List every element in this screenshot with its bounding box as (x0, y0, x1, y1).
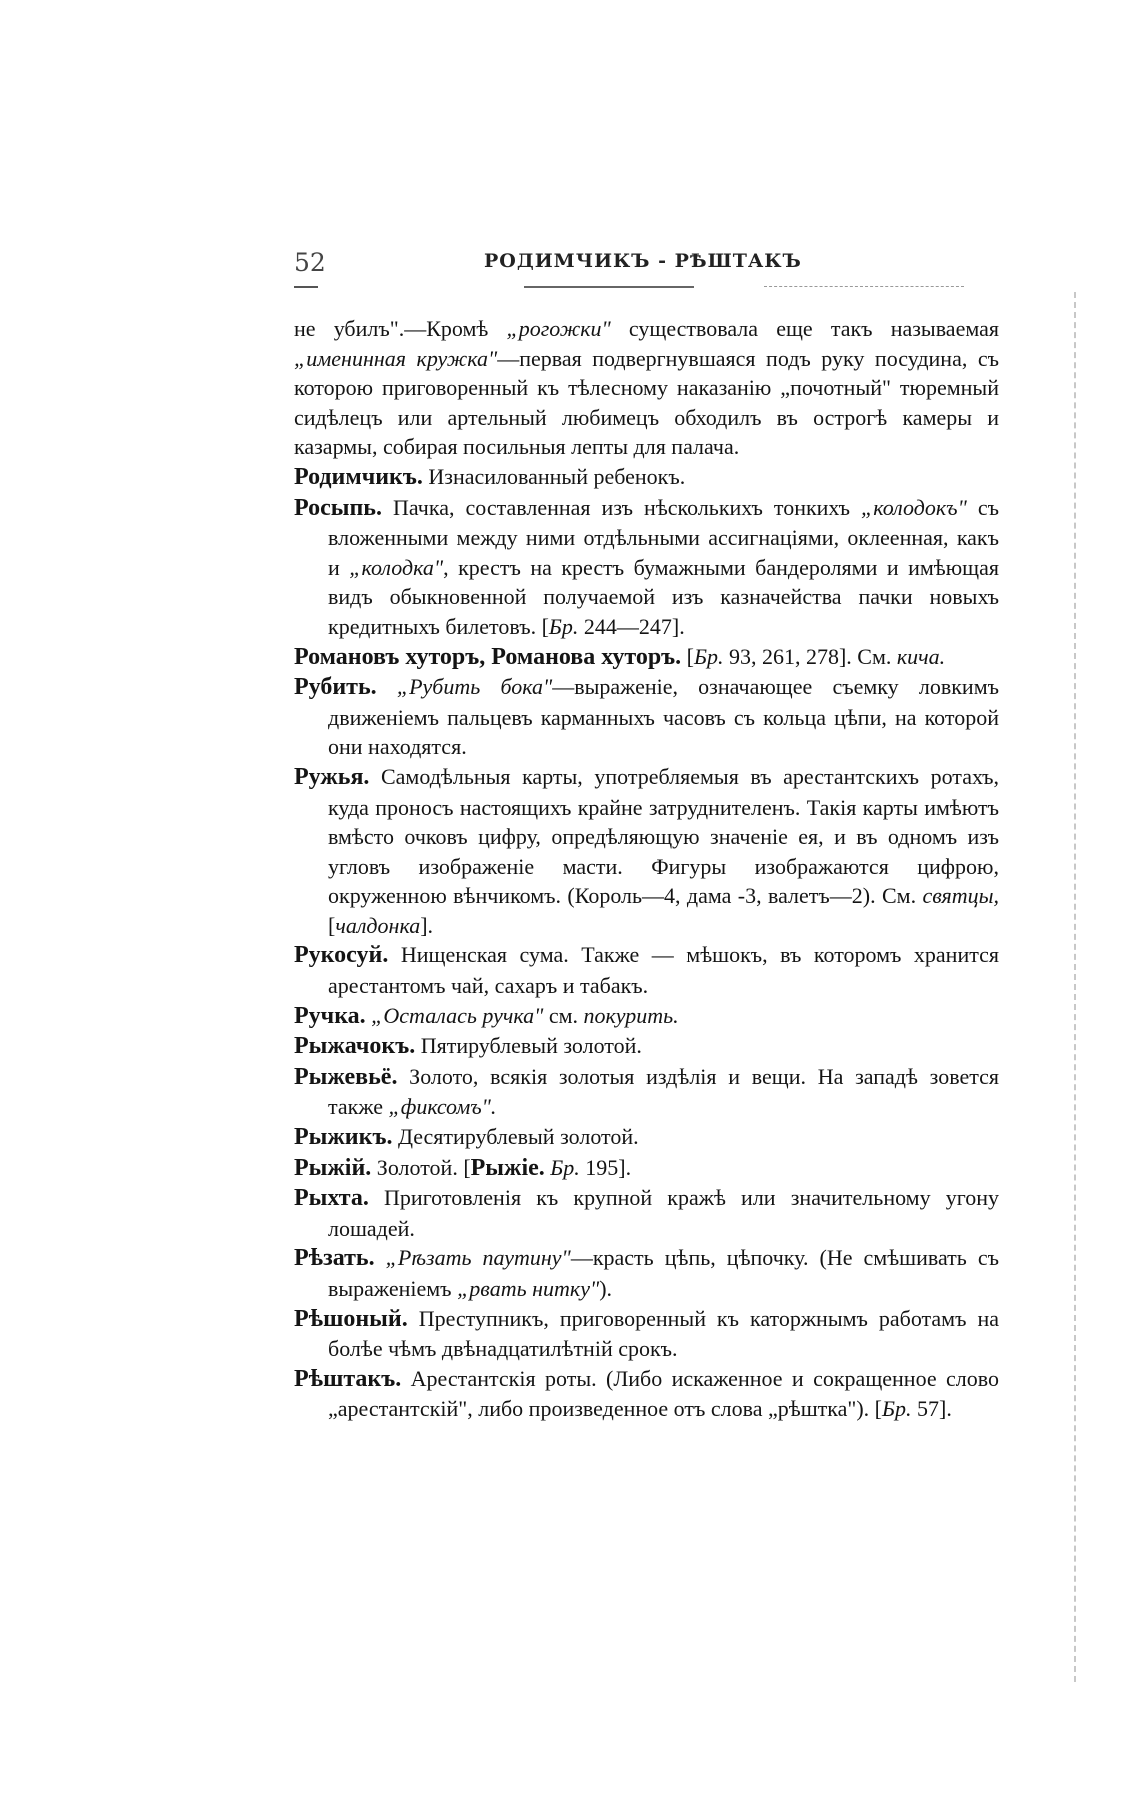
entry-ruchka: Ручка. „Осталась ручка" см. покурить. (294, 1002, 679, 1029)
entry-reshony: Рѣшоный. Преступникъ, приговоренный къ каторжнымъ работамъ на болѣе чѣмъ двѣнадцатилѣтній срокъ. (294, 1305, 999, 1362)
headword: Рыжевьё. (294, 1063, 398, 1090)
header-rule (294, 286, 318, 288)
headword: Рѣзать. (294, 1245, 375, 1272)
entry-rykhta: Рыхта. Приготовленія къ крупной кражѣ или значительному угону лошадей. (294, 1185, 999, 1241)
headword: Рѣшоный. (294, 1305, 408, 1332)
running-head: РОДИМЧИКЪ - РѢШТАКЪ (484, 250, 802, 272)
headword: Рукосуй. (294, 942, 389, 969)
header-rule (764, 286, 964, 287)
scan-edge-line (1074, 292, 1076, 1682)
entry-rukosuy: Рукосуй. Нищенская сума. Также — мѣшокъ, въ которомъ хранится арестантомъ чай, сахаръ и табакъ. (294, 942, 999, 999)
headword: Рѣштакъ. (294, 1365, 402, 1392)
headword: Рыжачокъ. (294, 1033, 416, 1060)
dictionary-text (294, 314, 999, 1424)
headword: Рубить. (294, 674, 377, 701)
headword: Росыпь. (294, 494, 382, 521)
entry-reshtak: Рѣштакъ. Арестантскія роты. (Либо искаженное и сокращенное слово „арестантскій", либо произведенное отъ слова „рѣштка"). [Бр. 57]. (294, 1365, 999, 1422)
entry-rubit: Рубить. „Рубить бока"—выраженіе, означающее съемку ловкимъ движеніемъ пальцевъ карманныхъ часовъ съ кольца цѣпи, на которой они находятся. (294, 674, 999, 760)
entry-ryzhevyo: Рыжевьё. Золото, всякія золотыя издѣлія и вещи. На западѣ зовется также „фиксомъ". (294, 1063, 999, 1120)
entry-rezat: Рѣзать. „Рѣзать паутину"—красть цѣпь, цѣпочку. (Не смѣшивать съ выраженіемъ „рвать нитку"). (294, 1245, 1000, 1301)
headword: Ручка. (294, 1002, 366, 1029)
entry-rodimchik: Родимчикъ. Изнасилованный ребенокъ. (294, 463, 686, 490)
entry-ryzhik: Рыжикъ. Десятирублевый золотой. (294, 1124, 639, 1151)
headword: Рыжикъ. (294, 1124, 393, 1151)
page-number: 52 (294, 248, 326, 277)
headword: Рыжій. (294, 1154, 372, 1181)
headword: Романовъ хуторъ, Романова хуторъ. (294, 643, 682, 670)
entry-romanov: Романовъ хуторъ, Романова хуторъ. [Бр. 93, 261, 278]. См. кича. (294, 643, 946, 670)
entry-ruzhya: Ружья. Самодѣльныя карты, употребляемыя въ арестантскихъ ротахъ, куда проносъ настоящихъ крайне затруднителенъ. Такія карты имѣютъ вмѣсто очковъ цифру, опредѣляющую значеніе ея, и въ одномъ изъ угловъ изображеніе масти. Фигуры изображаются цифрою, окруженною вѣнчикомъ. (Король—4, дама -3, валетъ—2). См. святцы, [чалдонка]. (294, 763, 999, 938)
continuation-paragraph: не убилъ".—Кромѣ „рогожки" существовала еще такъ называемая „именинная кружка"—первая подвергнувшаяся подъ руку посудина, съ которою приговоренный къ тѣлесному наказанію „почотный" тюремный сидѣлецъ или артельный любимецъ обходилъ въ острогѣ камеры и казармы, собирая посильныя лепты для палача. (294, 316, 1000, 460)
entry-ryzhachok: Рыжачокъ. Пятирублевый золотой. (294, 1033, 642, 1060)
headword: Родимчикъ. (294, 463, 423, 490)
page-header (294, 248, 1004, 288)
header-rule (524, 286, 694, 288)
entry-rosyp: Росыпь. Пачка, составленная изъ нѣсколькихъ тонкихъ „колодокъ" съ вложенными между ними отдѣльными ассигнаціями, оклеенная, какъ и „колодка", крестъ на крестъ бумажными бандеролями и имѣющая видъ обыкновенной получаемой изъ казначейства пачки новыхъ кредитныхъ билетовъ. [Бр. 244—247]. (294, 494, 999, 639)
headword: Рыхта. (294, 1185, 369, 1212)
entry-ryzhiy: Рыжій. Золотой. [Рыжіе. Бр. 195]. (294, 1154, 632, 1181)
headword: Ружья. (294, 763, 370, 790)
